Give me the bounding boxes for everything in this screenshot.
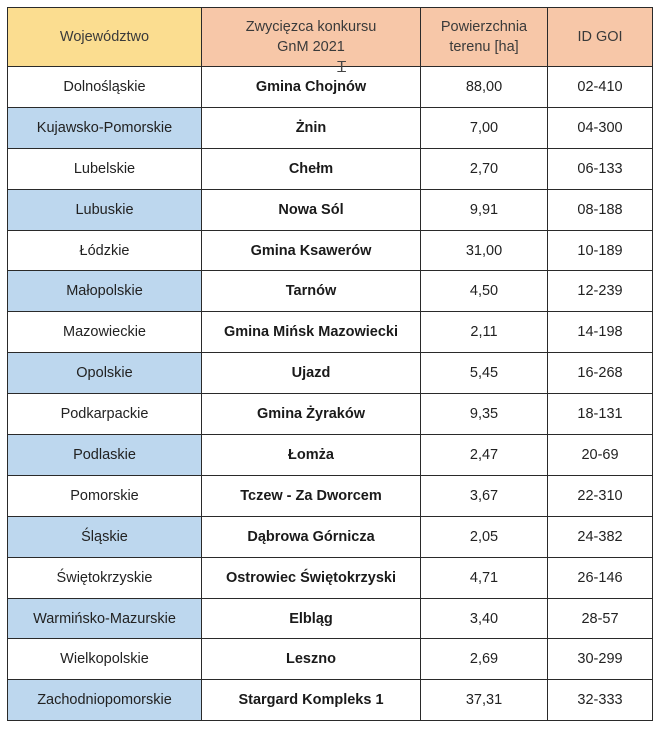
table-row xyxy=(8,148,653,189)
cell-wojewodztwo[interactable]: Zachodniopomorskie xyxy=(8,680,202,721)
cell-wojewodztwo[interactable]: Śląskie xyxy=(8,516,202,557)
cell-zwyciezca[interactable]: Ujazd xyxy=(202,353,421,394)
cell-wojewodztwo[interactable]: Opolskie xyxy=(8,353,202,394)
cell-zwyciezca[interactable]: Gmina Ksawerów xyxy=(202,230,421,271)
cell-id-goi[interactable]: 28-57 xyxy=(548,598,653,639)
cell-zwyciezca[interactable]: Chełm xyxy=(202,148,421,189)
table-header xyxy=(8,8,653,67)
cell-id-goi[interactable]: 20-69 xyxy=(548,435,653,476)
header-wojewodztwo[interactable]: Województwo xyxy=(8,8,202,67)
cell-id-goi[interactable]: 26-146 xyxy=(548,557,653,598)
winners-table xyxy=(7,7,653,721)
header-powierzchnia[interactable]: Powierzchnia terenu [ha] xyxy=(421,8,548,67)
cell-zwyciezca[interactable]: Ostrowiec Świętokrzyski xyxy=(202,557,421,598)
cell-wojewodztwo[interactable]: Pomorskie xyxy=(8,475,202,516)
cell-powierzchnia[interactable]: 88,00 xyxy=(421,67,548,108)
table-row xyxy=(8,598,653,639)
cell-powierzchnia[interactable]: 2,70 xyxy=(421,148,548,189)
cell-id-goi[interactable]: 02-410 xyxy=(548,67,653,108)
table-row xyxy=(8,639,653,680)
cell-zwyciezca[interactable]: Gmina Żyraków xyxy=(202,394,421,435)
cell-zwyciezca[interactable]: Leszno xyxy=(202,639,421,680)
header-zwyciezca[interactable]: Zwycięzca konkursu GnM 2021 xyxy=(202,8,421,67)
cell-wojewodztwo[interactable]: Kujawsko-Pomorskie xyxy=(8,107,202,148)
cell-zwyciezca[interactable]: Żnin xyxy=(202,107,421,148)
table-row xyxy=(8,557,653,598)
cell-powierzchnia[interactable]: 3,67 xyxy=(421,475,548,516)
cell-wojewodztwo[interactable]: Dolnośląskie xyxy=(8,67,202,108)
cell-zwyciezca[interactable]: Tczew - Za Dworcem xyxy=(202,475,421,516)
cell-powierzchnia[interactable]: 3,40 xyxy=(421,598,548,639)
cell-wojewodztwo[interactable]: Podkarpackie xyxy=(8,394,202,435)
cell-powierzchnia[interactable]: 31,00 xyxy=(421,230,548,271)
cell-powierzchnia[interactable]: 9,91 xyxy=(421,189,548,230)
table-body xyxy=(8,67,653,721)
table-row xyxy=(8,516,653,557)
table-row xyxy=(8,271,653,312)
table-row xyxy=(8,107,653,148)
cell-id-goi[interactable]: 10-189 xyxy=(548,230,653,271)
cell-zwyciezca[interactable]: Dąbrowa Górnicza xyxy=(202,516,421,557)
cell-id-goi[interactable]: 08-188 xyxy=(548,189,653,230)
cell-id-goi[interactable]: 18-131 xyxy=(548,394,653,435)
cell-wojewodztwo[interactable]: Mazowieckie xyxy=(8,312,202,353)
text-cursor-icon: Ꮖ xyxy=(337,58,347,76)
table-row xyxy=(8,189,653,230)
cell-id-goi[interactable]: 04-300 xyxy=(548,107,653,148)
table-row xyxy=(8,353,653,394)
cell-powierzchnia[interactable]: 4,50 xyxy=(421,271,548,312)
cell-id-goi[interactable]: 16-268 xyxy=(548,353,653,394)
cell-wojewodztwo[interactable]: Podlaskie xyxy=(8,435,202,476)
cell-wojewodztwo[interactable]: Warmińsko-Mazurskie xyxy=(8,598,202,639)
cell-id-goi[interactable]: 22-310 xyxy=(548,475,653,516)
cell-zwyciezca[interactable]: Gmina Chojnów xyxy=(202,67,421,108)
cell-powierzchnia[interactable]: 2,11 xyxy=(421,312,548,353)
cell-wojewodztwo[interactable]: Łódzkie xyxy=(8,230,202,271)
cell-id-goi[interactable]: 06-133 xyxy=(548,148,653,189)
table-row xyxy=(8,230,653,271)
cell-zwyciezca[interactable]: Łomża xyxy=(202,435,421,476)
cell-zwyciezca[interactable]: Stargard Kompleks 1 xyxy=(202,680,421,721)
cell-zwyciezca[interactable]: Elbląg xyxy=(202,598,421,639)
cell-wojewodztwo[interactable]: Wielkopolskie xyxy=(8,639,202,680)
cell-powierzchnia[interactable]: 2,69 xyxy=(421,639,548,680)
cell-id-goi[interactable]: 30-299 xyxy=(548,639,653,680)
cell-powierzchnia[interactable]: 7,00 xyxy=(421,107,548,148)
header-row xyxy=(8,8,653,67)
cell-id-goi[interactable]: 24-382 xyxy=(548,516,653,557)
cell-wojewodztwo[interactable]: Świętokrzyskie xyxy=(8,557,202,598)
cell-powierzchnia[interactable]: 9,35 xyxy=(421,394,548,435)
table-row xyxy=(8,475,653,516)
cell-wojewodztwo[interactable]: Małopolskie xyxy=(8,271,202,312)
cell-id-goi[interactable]: 12-239 xyxy=(548,271,653,312)
cell-wojewodztwo[interactable]: Lubelskie xyxy=(8,148,202,189)
cell-powierzchnia[interactable]: 5,45 xyxy=(421,353,548,394)
table-row xyxy=(8,435,653,476)
table-row xyxy=(8,67,653,108)
cell-powierzchnia[interactable]: 4,71 xyxy=(421,557,548,598)
table-row xyxy=(8,312,653,353)
cell-id-goi[interactable]: 14-198 xyxy=(548,312,653,353)
table-row xyxy=(8,394,653,435)
cell-id-goi[interactable]: 32-333 xyxy=(548,680,653,721)
header-id-goi[interactable]: ID GOI xyxy=(548,8,653,67)
cell-zwyciezca[interactable]: Nowa Sól xyxy=(202,189,421,230)
cell-powierzchnia[interactable]: 2,47 xyxy=(421,435,548,476)
cell-wojewodztwo[interactable]: Lubuskie xyxy=(8,189,202,230)
cell-zwyciezca[interactable]: Gmina Mińsk Mazowiecki xyxy=(202,312,421,353)
cell-powierzchnia[interactable]: 37,31 xyxy=(421,680,548,721)
table-row xyxy=(8,680,653,721)
cell-powierzchnia[interactable]: 2,05 xyxy=(421,516,548,557)
cell-zwyciezca[interactable]: Tarnów xyxy=(202,271,421,312)
